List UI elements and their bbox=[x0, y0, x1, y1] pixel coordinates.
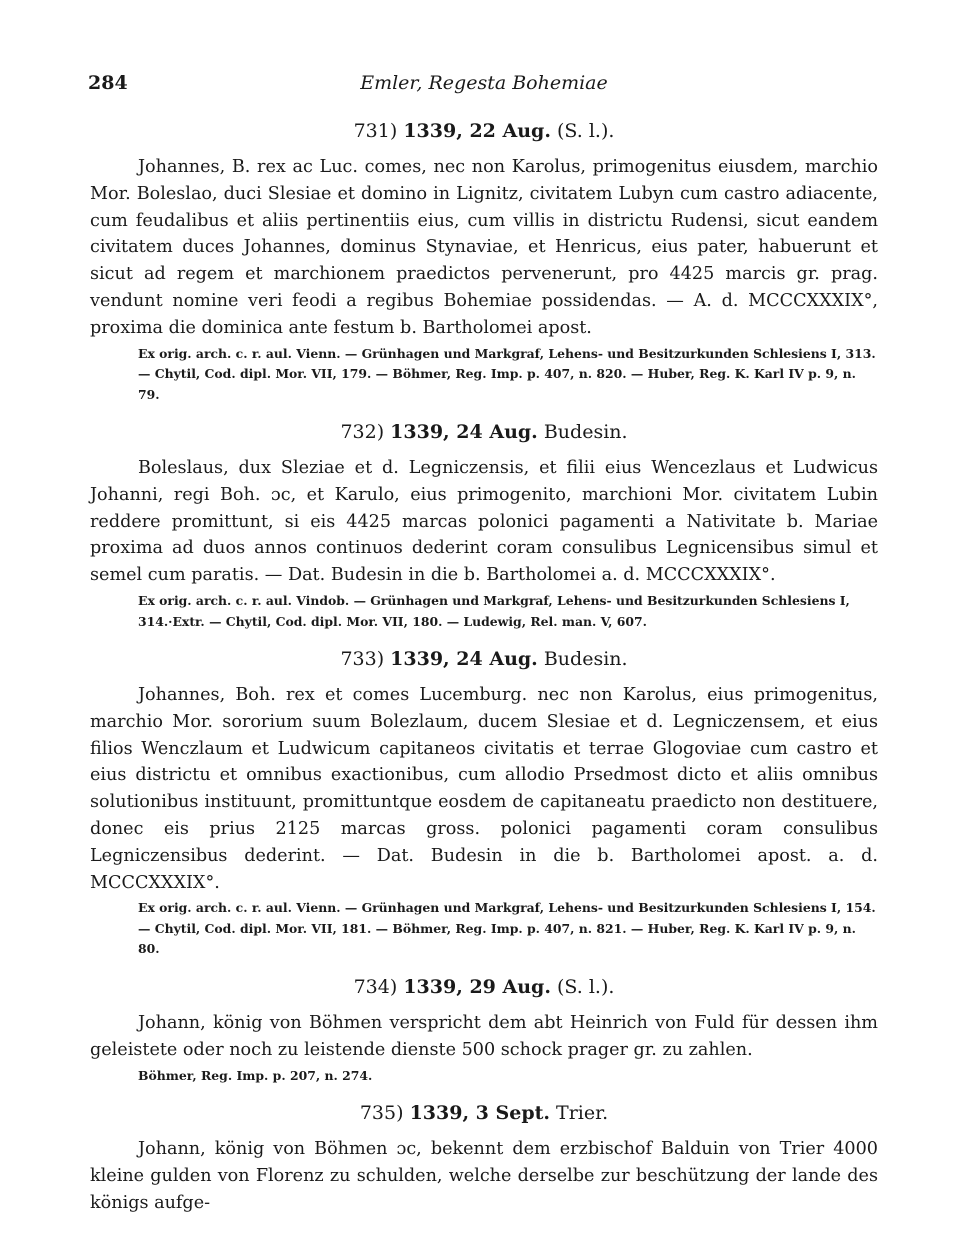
entry-sources: Ex orig. arch. c. r. aul. Vindob. — Grünhagen und Markgraf, Lehens- und Besitzurkunden Schlesiens I, 314.·Extr. — Chytil, Cod. dipl. Mor. VII, 180. — Ludewig, Rel. man. V, 607. bbox=[138, 593, 850, 629]
regest-entry bbox=[90, 646, 878, 960]
entry-place: (S. l.). bbox=[557, 975, 615, 998]
entry-date: 1339, 24 Aug. bbox=[390, 648, 538, 671]
entry-place: Budesin. bbox=[543, 648, 628, 671]
entry-date: 1339, 24 Aug. bbox=[390, 421, 538, 444]
entry-heading bbox=[90, 646, 878, 672]
entry-number: 731) bbox=[353, 120, 398, 142]
entry-number: 732) bbox=[340, 421, 385, 444]
entry-date: 1339, 3 Sept. bbox=[409, 1102, 550, 1125]
entry-text: Johann, könig von Böhmen verspricht dem abt Heinrich von Fuld für dessen ihm geleistete oder noch zu leistende dienste 500 schock prager gr. zu zahlen. bbox=[90, 1012, 878, 1060]
entry-number: 733) bbox=[340, 648, 385, 671]
entry-heading bbox=[90, 118, 878, 144]
entry-number: 734) bbox=[353, 975, 398, 998]
entry-place: Trier. bbox=[556, 1102, 609, 1125]
regest-entry bbox=[90, 974, 878, 1086]
entry-heading bbox=[90, 974, 878, 1000]
regest-entry bbox=[90, 419, 878, 632]
entry-text: Johann, könig von Böhmen ɔc, bekennt dem erzbischof Balduin von Trier 4000 kleine gulden von Florenz zu schulden, welche derselbe zur beschützung der lande des königs aufge- bbox=[90, 1139, 878, 1213]
page-number: 284 bbox=[88, 72, 128, 94]
entry-sources: Böhmer, Reg. Imp. p. 207, n. 274. bbox=[138, 1067, 373, 1083]
running-title: Emler, Regesta Bohemiae bbox=[360, 72, 608, 94]
entry-place: (S. l.). bbox=[557, 120, 615, 142]
entry-number: 735) bbox=[359, 1102, 404, 1125]
entry-text: Johannes, Boh. rex et comes Lucemburg. nec non Karolus, eius primogenitus, marchio Mor. sororium suum Bolezlaum, ducem Slesiae et d. Legniczensem, et eius filios Wenczlaum et Ludwicum capitaneos civitatis et terrae Glogoviae cum castro et eius districtu et omnibus exactionibus, cum allodio Prsedmost dicto et aliis omnibus solutionibus instituunt, promittuntque eosdem de capitaneatu praedicto non destituere, donec eis prius 2125 marcas gross. polonici pagamenti coram consulibus Legniczensibus dederint. — Dat. Budesin in die b. Bartholomei apost. a. d. MCCCXXXIX°. bbox=[90, 685, 878, 893]
entry-heading bbox=[90, 1100, 878, 1126]
regest-entry bbox=[90, 1100, 878, 1216]
page-header bbox=[88, 72, 880, 102]
entry-heading bbox=[90, 419, 878, 445]
entry-text: Johannes, B. rex ac Luc. comes, nec non Karolus, primogenitus eiusdem, marchio Mor. Boleslao, duci Slesiae et domino in Lignitz, civitatem Lubyn cum castro adiacente, cum feudalibus et aliis pertinentiis eius, cum villis in districtu Rudensi, sicut eandem civitatem duces Johannes, dominus Stynaviae, et Henricus, eius pater, habuerunt et sicut ad regem et marchionem praedictos pervenerunt, pro 4425 marcis gr. prag. vendunt nomine veri feodi a regibus Bohemiae possidendas. — A. d. MCCCXXXIX°, proxima die dominica ante festum b. Bartholomei apost. bbox=[90, 157, 878, 338]
entry-date: 1339, 22 Aug. bbox=[403, 120, 551, 142]
entry-sources: Ex orig. arch. c. r. aul. Vienn. — Grünhagen und Markgraf, Lehens- und Besitzurkunden Schlesiens I, 154. — Chytil, Cod. dipl. Mor. VII, 181. — Böhmer, Reg. Imp. p. 407, n. 821. — Huber, Reg. K. Karl IV p. 9, n. 80. bbox=[138, 900, 876, 957]
regest-entry bbox=[90, 118, 878, 405]
entry-date: 1339, 29 Aug. bbox=[403, 975, 551, 998]
page-content bbox=[90, 118, 878, 1230]
entry-place: Budesin. bbox=[543, 421, 628, 444]
entry-text: Boleslaus, dux Sleziae et d. Legniczensis, et filii eius Wencezlaus et Ludwicus Johanni, regi Boh. ɔc, et Karulo, eius primogenito, marchioni Mor. civitatem Lubin reddere promittunt, si eis 4425 marcas polonici pagamenti a Nativitate b. Mariae proxima ad duos annos continuos dederint coram consulibus Legnicensibus simul et semel cum paratis. — Dat. Budesin in die b. Bartholomei a. d. MCCCXXXIX°. bbox=[90, 458, 878, 586]
entry-sources: Ex orig. arch. c. r. aul. Vienn. — Grünhagen und Markgraf, Lehens- und Besitzurkunden Schlesiens I, 313. — Chytil, Cod. dipl. Mor. VII, 179. — Böhmer, Reg. Imp. p. 407, n. 820. — Huber, Reg. K. Karl IV p. 9, n. 79. bbox=[138, 345, 876, 402]
